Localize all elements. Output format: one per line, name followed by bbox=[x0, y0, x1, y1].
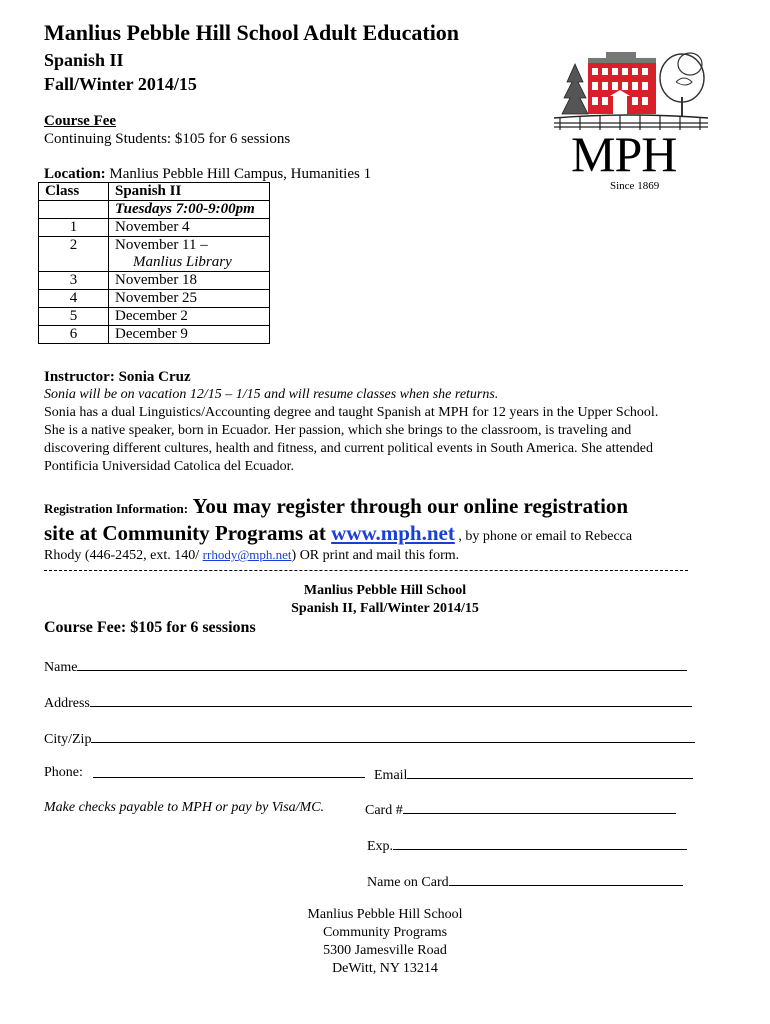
class-col-header: Class bbox=[39, 183, 109, 201]
class-number: 5 bbox=[39, 308, 109, 326]
registration-line-2 bbox=[44, 521, 632, 549]
location-label: Location: bbox=[44, 166, 106, 182]
card-row bbox=[365, 799, 676, 820]
table-row bbox=[39, 308, 270, 326]
instructor-bio-line: Pontificia Universidad Catolica del Ecuador. bbox=[44, 459, 294, 474]
class-date: December 9 bbox=[109, 326, 270, 344]
class-date: November 11 – bbox=[115, 237, 208, 253]
table-row bbox=[39, 272, 270, 290]
fee-heading: Course Fee bbox=[44, 113, 117, 129]
cityzip-label: City/Zip bbox=[44, 732, 92, 747]
address-field[interactable] bbox=[90, 692, 692, 707]
logo-since: Since 1869 bbox=[610, 180, 660, 192]
class-date: December 2 bbox=[109, 308, 270, 326]
instructor-bio-line: discovering different cultures, health and fitness, and current political events in South America. She attended bbox=[44, 441, 653, 456]
exp-row bbox=[367, 835, 687, 856]
email-row bbox=[374, 764, 693, 785]
registration-label: Registration Information: bbox=[44, 501, 189, 516]
name-on-card-row bbox=[367, 871, 683, 892]
registration-line-1 bbox=[44, 494, 628, 521]
registration-text: ) OR print and mail this form. bbox=[291, 548, 460, 563]
course-name: Spanish II bbox=[44, 50, 124, 70]
form-subtitle: Spanish II, Fall/Winter 2014/15 bbox=[291, 601, 479, 616]
location bbox=[44, 165, 371, 183]
form-fee: Course Fee: $105 for 6 sessions bbox=[44, 619, 256, 636]
email-label: Email bbox=[374, 768, 408, 783]
name-on-card-label: Name on Card bbox=[367, 875, 449, 890]
phone-label: Phone: bbox=[44, 765, 83, 780]
email-link[interactable]: rrhody@mph.net bbox=[202, 547, 292, 562]
class-number: 4 bbox=[39, 290, 109, 308]
registration-text: , by phone or email to Rebecca bbox=[454, 529, 633, 544]
instructor-vacation: Sonia will be on vacation 12/15 – 1/15 and will resume classes when she returns. bbox=[44, 387, 499, 402]
class-number: 2 bbox=[39, 237, 109, 272]
course-col-header: Spanish II bbox=[109, 183, 270, 201]
cityzip-field[interactable] bbox=[91, 728, 695, 743]
registration-text: Rhody (446-2452, ext. 140/ bbox=[44, 548, 203, 563]
class-date: November 4 bbox=[109, 219, 270, 237]
class-number: 3 bbox=[39, 272, 109, 290]
instructor-bio-line: Sonia has a dual Linguistics/Accounting degree and taught Spanish at MPH for 12 years in the Upper School. bbox=[44, 405, 659, 420]
mailing-address-line: Community Programs bbox=[322, 925, 448, 940]
table-row bbox=[39, 219, 270, 237]
term-label: Fall/Winter 2014/15 bbox=[44, 74, 197, 94]
cityzip-row bbox=[44, 728, 695, 749]
table-row bbox=[39, 237, 270, 272]
table-row bbox=[39, 326, 270, 344]
mailing-address-line: Manlius Pebble Hill School bbox=[307, 907, 463, 922]
name-on-card-field[interactable] bbox=[449, 871, 683, 886]
name-label: Name bbox=[44, 660, 78, 675]
instructor-heading: Instructor: Sonia Cruz bbox=[44, 369, 191, 385]
phone-field[interactable] bbox=[93, 763, 365, 778]
cut-line-divider bbox=[44, 570, 688, 571]
phone-row bbox=[93, 763, 365, 783]
mailing-address-line: DeWitt, NY 13214 bbox=[332, 961, 438, 976]
class-number: 1 bbox=[39, 219, 109, 237]
payment-instructions: Make checks payable to MPH or pay by Visa/MC. bbox=[44, 800, 325, 815]
schedule-time-row bbox=[39, 201, 270, 219]
name-field[interactable] bbox=[77, 656, 687, 671]
table-row bbox=[39, 290, 270, 308]
page-title: Manlius Pebble Hill School Adult Education bbox=[44, 20, 460, 45]
schedule-table bbox=[38, 182, 270, 344]
class-number: 6 bbox=[39, 326, 109, 344]
expiration-field[interactable] bbox=[393, 835, 687, 850]
email-field[interactable] bbox=[407, 764, 693, 779]
address-row bbox=[44, 692, 692, 713]
logo-wordmark: MPH bbox=[571, 126, 677, 182]
exp-label: Exp. bbox=[367, 839, 394, 854]
address-label: Address bbox=[44, 696, 90, 711]
empty-cell bbox=[39, 201, 109, 219]
fee-text: Continuing Students: $105 for 6 sessions bbox=[44, 131, 291, 147]
class-date-cell bbox=[109, 237, 270, 272]
registration-text: You may register through our online registration bbox=[188, 494, 629, 518]
name-row bbox=[44, 656, 687, 677]
card-number-field[interactable] bbox=[403, 799, 676, 814]
class-time: Tuesdays 7:00-9:00pm bbox=[109, 201, 270, 219]
website-link[interactable]: www.mph.net bbox=[331, 521, 455, 545]
class-date: November 18 bbox=[109, 272, 270, 290]
form-school-title: Manlius Pebble Hill School bbox=[303, 583, 467, 598]
mailing-address-line: 5300 Jamesville Road bbox=[323, 943, 447, 958]
schedule-header-row bbox=[39, 183, 270, 201]
registration-line-3 bbox=[44, 546, 459, 565]
card-label: Card # bbox=[365, 803, 403, 818]
class-date: November 25 bbox=[109, 290, 270, 308]
school-building-icon bbox=[550, 42, 710, 132]
class-location-note: Manlius Library bbox=[133, 254, 232, 270]
location-text: Manlius Pebble Hill Campus, Humanities 1 bbox=[105, 166, 372, 182]
instructor-bio-line: She is a native speaker, born in Ecuador. Her passion, which she brings to the classroom, is traveling and bbox=[44, 423, 632, 438]
school-building-logo-image bbox=[550, 42, 710, 132]
registration-text: site at Community Programs at bbox=[44, 521, 332, 545]
